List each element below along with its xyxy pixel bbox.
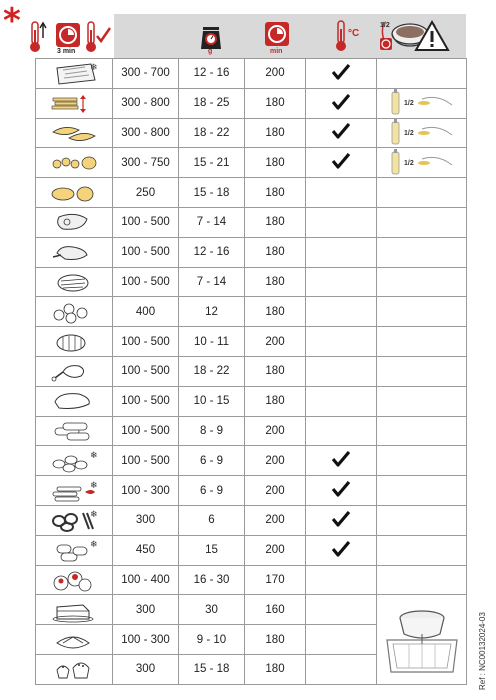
temperature-header bbox=[310, 14, 371, 58]
food-image-cell bbox=[36, 565, 113, 595]
table-row bbox=[36, 267, 467, 297]
shake-cell bbox=[306, 416, 377, 446]
weight-cell: 100 - 500 bbox=[113, 267, 179, 297]
svg-text:1/2: 1/2 bbox=[403, 100, 414, 108]
temperature-cell: 180 bbox=[245, 625, 306, 655]
time-cell: 15 - 18 bbox=[179, 654, 245, 684]
temperature-cell: 200 bbox=[245, 416, 306, 446]
weight-cell: 100 - 500 bbox=[113, 386, 179, 416]
note-cell bbox=[377, 476, 467, 506]
shake-cell bbox=[306, 327, 377, 357]
time-cell: 15 - 21 bbox=[179, 148, 245, 178]
shake-cell bbox=[306, 88, 377, 118]
shake-cell bbox=[306, 625, 377, 655]
note-cell bbox=[377, 565, 467, 595]
food-image-cell bbox=[36, 88, 113, 118]
temperature-cell: 180 bbox=[245, 237, 306, 267]
cheese-snacks-icon bbox=[49, 537, 99, 563]
table-row bbox=[36, 178, 467, 208]
onion-rings-icon bbox=[49, 507, 99, 533]
food-image-cell bbox=[36, 267, 113, 297]
shake-cell bbox=[306, 476, 377, 506]
table-row bbox=[36, 207, 467, 237]
svg-text:1/2: 1/2 bbox=[403, 129, 414, 137]
check-icon bbox=[332, 64, 350, 80]
weight-cell: 100 - 500 bbox=[113, 356, 179, 386]
muffins-icon bbox=[49, 656, 99, 682]
thermometer-icon bbox=[333, 19, 349, 53]
table-row bbox=[36, 595, 467, 625]
weight-cell: 400 bbox=[113, 297, 179, 327]
time-cell: 12 - 16 bbox=[179, 237, 245, 267]
shake-cell bbox=[306, 207, 377, 237]
shake-cell bbox=[306, 267, 377, 297]
drumsticks-icon bbox=[49, 358, 99, 384]
time-cell: 30 bbox=[179, 595, 245, 625]
weight-cell: 450 bbox=[113, 535, 179, 565]
weight-cell: 300 bbox=[113, 654, 179, 684]
note-cell bbox=[377, 237, 467, 267]
temperature-cell: 200 bbox=[245, 59, 306, 89]
time-cell: 18 - 22 bbox=[179, 356, 245, 386]
table-row bbox=[36, 118, 467, 148]
temperature-cell: 180 bbox=[245, 654, 306, 684]
table-row bbox=[36, 386, 467, 416]
temperature-cell: 160 bbox=[245, 595, 306, 625]
time-unit: min bbox=[270, 48, 283, 55]
sausage-roll-icon bbox=[49, 329, 99, 355]
shake-cell bbox=[306, 654, 377, 684]
shake-cell bbox=[306, 59, 377, 89]
food-image-cell bbox=[36, 207, 113, 237]
weight-cell: 100 - 300 bbox=[113, 476, 179, 506]
note-cell bbox=[377, 327, 467, 357]
weight-cell: 300 bbox=[113, 595, 179, 625]
temperature-cell: 180 bbox=[245, 178, 306, 208]
note-cell bbox=[377, 178, 467, 208]
note-cell bbox=[377, 88, 467, 118]
note-cell bbox=[377, 505, 467, 535]
check-icon bbox=[332, 511, 350, 527]
warning-header bbox=[394, 14, 470, 58]
potato-wedges-icon bbox=[49, 120, 99, 146]
chicken-nuggets-icon bbox=[49, 448, 99, 474]
table-row bbox=[36, 356, 467, 386]
preheat-time-label: 3 min bbox=[57, 48, 76, 55]
shake-cell bbox=[306, 505, 377, 535]
note-cell bbox=[377, 386, 467, 416]
baking-pan-icon bbox=[379, 600, 465, 680]
weight-cell: 100 - 500 bbox=[113, 446, 179, 476]
quiche-icon bbox=[49, 627, 99, 653]
check-icon bbox=[332, 153, 350, 169]
weight-cell: 300 - 750 bbox=[113, 148, 179, 178]
temperature-cell: 170 bbox=[245, 565, 306, 595]
temperature-cell: 200 bbox=[245, 446, 306, 476]
food-image-cell bbox=[36, 476, 113, 506]
time-cell: 6 bbox=[179, 505, 245, 535]
shake-cell bbox=[306, 446, 377, 476]
homemade-fries-icon bbox=[49, 90, 99, 116]
thermometer-up-icon bbox=[30, 22, 46, 52]
table-row bbox=[36, 505, 467, 535]
time-cell: 6 - 9 bbox=[179, 476, 245, 506]
hamburger-icon bbox=[49, 269, 99, 295]
preheat-header bbox=[26, 20, 114, 58]
shake-cell bbox=[306, 237, 377, 267]
food-image-cell bbox=[36, 237, 113, 267]
note-cell bbox=[377, 207, 467, 237]
warning-icon bbox=[414, 19, 450, 53]
asterisk-marker: * bbox=[3, 1, 21, 41]
time-cell: 6 - 9 bbox=[179, 446, 245, 476]
note-cell bbox=[377, 446, 467, 476]
note-cell bbox=[377, 535, 467, 565]
table-row bbox=[36, 148, 467, 178]
temperature-cell: 200 bbox=[245, 476, 306, 506]
note-cell bbox=[377, 267, 467, 297]
cooking-table-body bbox=[36, 59, 467, 685]
weight-cell: 100 - 500 bbox=[113, 327, 179, 357]
temperature-cell: 180 bbox=[245, 207, 306, 237]
food-image-cell bbox=[36, 416, 113, 446]
temperature-cell: 200 bbox=[245, 327, 306, 357]
cooking-table bbox=[35, 58, 467, 685]
svg-text:❄: ❄ bbox=[90, 480, 98, 491]
table-row bbox=[36, 416, 467, 446]
note-cell bbox=[377, 416, 467, 446]
food-image-cell bbox=[36, 446, 113, 476]
table-row bbox=[36, 476, 467, 506]
steak-icon bbox=[49, 209, 99, 235]
food-image-cell bbox=[36, 505, 113, 535]
temperature-cell: 180 bbox=[245, 118, 306, 148]
time-cell: 7 - 14 bbox=[179, 207, 245, 237]
weight-cell: 250 bbox=[113, 178, 179, 208]
time-cell: 16 - 30 bbox=[179, 565, 245, 595]
weight-cell: 100 - 300 bbox=[113, 625, 179, 655]
shake-cell bbox=[306, 565, 377, 595]
time-cell: 15 - 18 bbox=[179, 178, 245, 208]
check-icon bbox=[332, 123, 350, 139]
time-cell: 12 bbox=[179, 297, 245, 327]
temperature-cell: 180 bbox=[245, 356, 306, 386]
shake-cell bbox=[306, 386, 377, 416]
temperature-cell: 180 bbox=[245, 267, 306, 297]
food-image-cell bbox=[36, 535, 113, 565]
potato-cubes-icon bbox=[49, 150, 99, 176]
weight-header bbox=[178, 14, 244, 58]
check-icon bbox=[332, 451, 350, 467]
shake-cell bbox=[306, 297, 377, 327]
time-cell: 12 - 16 bbox=[179, 59, 245, 89]
table-row bbox=[36, 297, 467, 327]
weight-unit: g bbox=[208, 48, 213, 55]
note-cell bbox=[377, 148, 467, 178]
food-image-cell bbox=[36, 654, 113, 684]
time-cell: 9 - 10 bbox=[179, 625, 245, 655]
time-header bbox=[244, 14, 310, 58]
temperature-cell: 180 bbox=[245, 297, 306, 327]
stuffed-vegetables-icon bbox=[49, 567, 99, 593]
food-image-cell bbox=[36, 595, 113, 625]
chicken-breast-icon bbox=[49, 388, 99, 414]
table-row bbox=[36, 237, 467, 267]
oil-half-icon bbox=[382, 119, 462, 147]
shake-cell bbox=[306, 178, 377, 208]
thermometer-check-icon bbox=[86, 22, 110, 52]
clock-icon bbox=[264, 21, 290, 51]
oil-half-icon bbox=[382, 89, 462, 117]
svg-text:❄: ❄ bbox=[90, 540, 98, 551]
time-cell: 10 - 11 bbox=[179, 327, 245, 357]
spring-rolls-icon bbox=[49, 418, 99, 444]
food-image-cell bbox=[36, 59, 113, 89]
table-row bbox=[36, 327, 467, 357]
table-row bbox=[36, 565, 467, 595]
note-cell bbox=[377, 59, 467, 89]
shake-cell bbox=[306, 148, 377, 178]
food-image-cell bbox=[36, 297, 113, 327]
check-icon bbox=[332, 94, 350, 110]
oil-half-icon bbox=[382, 149, 462, 177]
table-row bbox=[36, 59, 467, 89]
meatballs-icon bbox=[49, 299, 99, 325]
cake-icon bbox=[49, 597, 99, 623]
weight-cell: 300 - 800 bbox=[113, 118, 179, 148]
fish-fingers-icon bbox=[49, 478, 99, 504]
food-image-cell bbox=[36, 327, 113, 357]
weight-cell: 100 - 500 bbox=[113, 237, 179, 267]
time-cell: 7 - 14 bbox=[179, 267, 245, 297]
food-image-cell bbox=[36, 625, 113, 655]
svg-text:1/2: 1/2 bbox=[403, 159, 414, 167]
time-cell: 10 - 15 bbox=[179, 386, 245, 416]
check-icon bbox=[332, 541, 350, 557]
shake-cell bbox=[306, 595, 377, 625]
temperature-cell: 180 bbox=[245, 148, 306, 178]
table-row bbox=[36, 88, 467, 118]
temperature-cell: 180 bbox=[245, 386, 306, 416]
shake-cell bbox=[306, 535, 377, 565]
reference-code: Ref : NC00132024-03 bbox=[478, 612, 487, 690]
weight-cell: 300 - 800 bbox=[113, 88, 179, 118]
note-cell bbox=[377, 297, 467, 327]
temperature-cell: 200 bbox=[245, 535, 306, 565]
temperature-cell: 180 bbox=[245, 88, 306, 118]
food-image-cell bbox=[36, 148, 113, 178]
food-image-cell bbox=[36, 356, 113, 386]
table-row bbox=[36, 446, 467, 476]
temperature-cell: 200 bbox=[245, 505, 306, 535]
svg-text:❄: ❄ bbox=[90, 63, 98, 74]
table-row bbox=[36, 535, 467, 565]
svg-text:❄: ❄ bbox=[90, 450, 98, 461]
note-cell bbox=[377, 356, 467, 386]
pork-chops-icon bbox=[49, 239, 99, 265]
weight-cell: 100 - 500 bbox=[113, 416, 179, 446]
timer-icon bbox=[56, 23, 80, 47]
temperature-unit: °C bbox=[348, 28, 360, 39]
time-cell: 18 - 25 bbox=[179, 88, 245, 118]
food-image-cell bbox=[36, 386, 113, 416]
rosti-icon bbox=[49, 180, 99, 206]
weight-cell: 300 bbox=[113, 505, 179, 535]
note-cell bbox=[377, 118, 467, 148]
food-image-cell bbox=[36, 118, 113, 148]
svg-text:❄: ❄ bbox=[90, 510, 98, 521]
weight-cell: 100 - 400 bbox=[113, 565, 179, 595]
food-image-cell bbox=[36, 178, 113, 208]
note-cell bbox=[377, 595, 467, 684]
weight-cell: 100 - 500 bbox=[113, 207, 179, 237]
time-cell: 18 - 22 bbox=[179, 118, 245, 148]
check-icon bbox=[332, 481, 350, 497]
time-cell: 15 bbox=[179, 535, 245, 565]
shake-cell bbox=[306, 356, 377, 386]
shake-half-badge: 1/2 bbox=[380, 22, 390, 29]
time-cell: 8 - 9 bbox=[179, 416, 245, 446]
weight-cell: 300 - 700 bbox=[113, 59, 179, 89]
frozen-fries-bag-icon bbox=[49, 60, 99, 86]
shake-cell bbox=[306, 118, 377, 148]
